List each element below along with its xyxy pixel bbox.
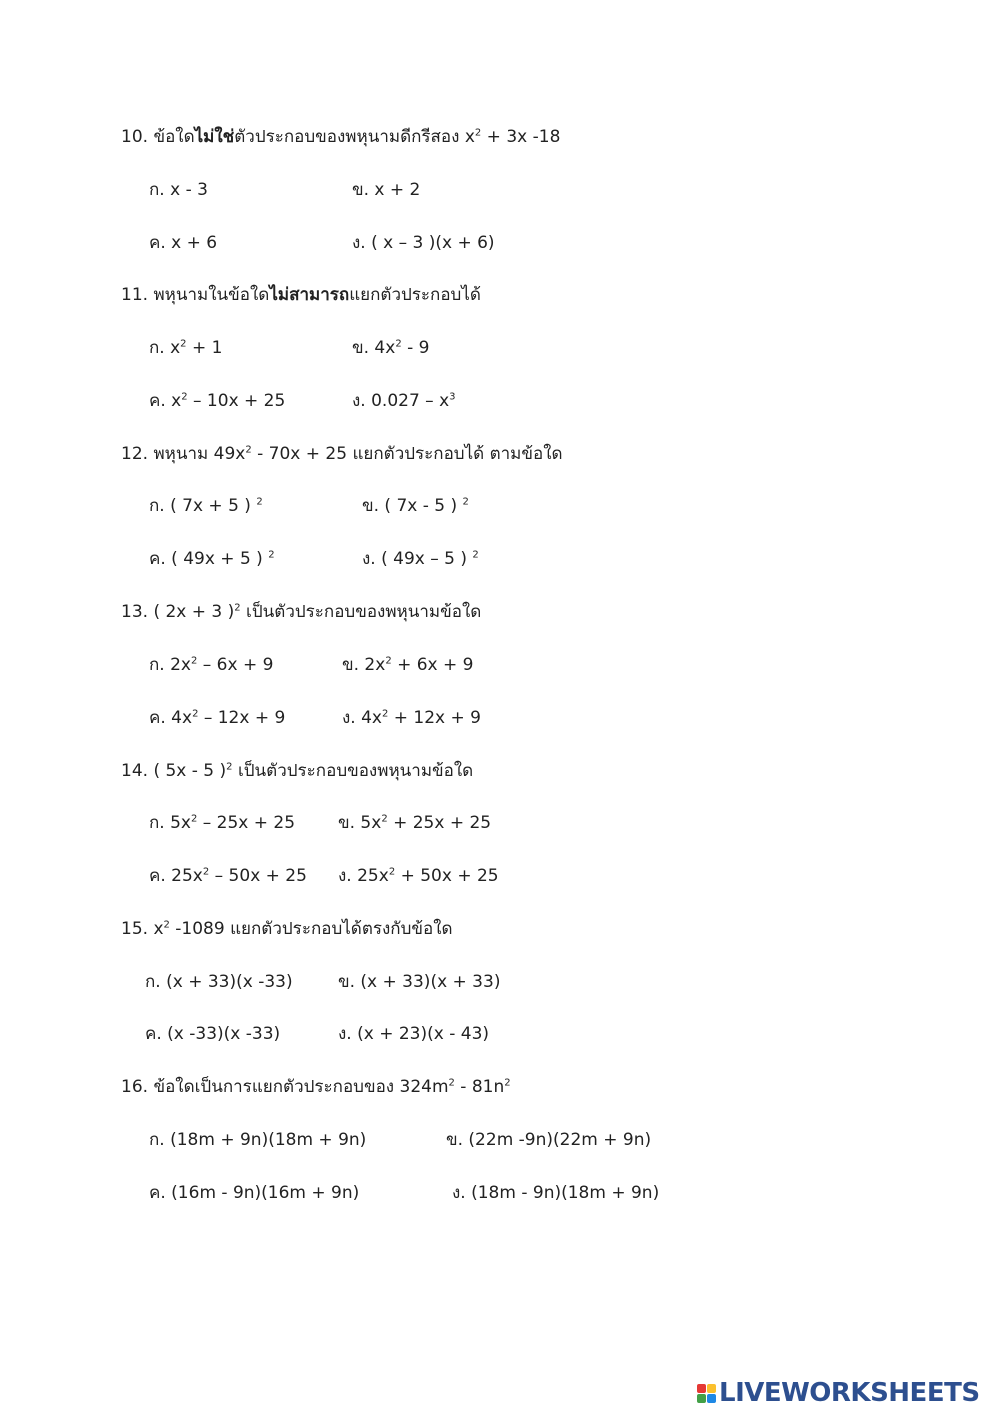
q16-option-a[interactable]: ก. (18m + 9n)(18m + 9n) — [149, 1130, 367, 1150]
q16-option-b[interactable]: ข. (22m -9n)(22m + 9n) — [446, 1130, 652, 1150]
q11-option-b[interactable]: ข. $4x^2 - 9$ — [352, 338, 430, 358]
logo-block-yellow — [707, 1384, 716, 1393]
q13-option-b[interactable]: ข. $2x^2 + 6x + 9$ — [342, 655, 474, 675]
q14-option-d[interactable]: ง. $25x^2 + 50x + 25$ — [338, 866, 499, 886]
logo-block-red — [697, 1384, 706, 1393]
q12-option-c[interactable]: ค. ( 49x + 5 ) $^2$ — [149, 549, 275, 569]
q13-option-d[interactable]: ง. $4x^2 + 12x + 9$ — [342, 708, 481, 728]
logo-block-green — [697, 1394, 706, 1403]
q13-option-a[interactable]: ก. $2x^2 - 6x + 9$ — [149, 655, 274, 675]
q15-option-b[interactable]: ข. (x + 33)(x + 33) — [338, 972, 501, 992]
question-10-stem: 10. ข้อใดไม่ใช่ตัวประกอบของพหุนามดีกรีสอง $x^2 + 3x$ -18 — [121, 127, 561, 147]
q10-option-d[interactable]: ง. ( x – 3 )(x + 6) — [352, 233, 495, 253]
q14-option-b[interactable]: ข. $5x^2 + 25x + 25$ — [338, 813, 492, 833]
logo-block-blue — [707, 1394, 716, 1403]
logo-blocks-icon — [697, 1384, 716, 1403]
q15-option-c[interactable]: ค. (x -33)(x -33) — [145, 1024, 281, 1044]
q10-option-a[interactable]: ก. x - 3 — [149, 180, 208, 200]
logo-text: LIVEWORKSHEETS — [719, 1378, 980, 1408]
q12-option-a[interactable]: ก. ( 7x + 5 ) $^2$ — [149, 496, 263, 516]
q15-option-d[interactable]: ง. (x + 23)(x - 43) — [338, 1024, 490, 1044]
liveworksheets-logo[interactable] — [697, 1378, 980, 1408]
q12-option-d[interactable]: ง. ( 49x – 5 ) $^2$ — [362, 549, 479, 569]
q12-option-b[interactable]: ข. ( 7x - 5 ) $^2$ — [362, 496, 469, 516]
question-16-stem: 16. ข้อใดเป็นการแยกตัวประกอบของ $324m^2 - 81n^2$ — [121, 1077, 511, 1097]
q11-option-a[interactable]: ก. $x^2 + 1$ — [149, 338, 223, 358]
q13-option-c[interactable]: ค. $4x^2 - 12x + 9$ — [149, 708, 286, 728]
question-15-stem: 15. $x^2$ -1089 แยกตัวประกอบได้ตรงกับข้อใด — [121, 919, 453, 939]
q10-option-b[interactable]: ข. x + 2 — [352, 180, 421, 200]
question-14-stem: 14. ( 5x - 5 )$^2$ เป็นตัวประกอบของพหุนามข้อใด — [121, 761, 474, 781]
question-11-stem: 11. พหุนามในข้อใดไม่สามารถแยกตัวประกอบได้ — [121, 285, 481, 305]
q11-option-c[interactable]: ค. $x^2 - 10x + 25$ — [149, 391, 286, 411]
question-13-stem: 13. ( 2x + 3 )$^2$ เป็นตัวประกอบของพหุนามข้อใด — [121, 602, 482, 622]
q14-option-c[interactable]: ค. $25x^2 - 50x + 25$ — [149, 866, 307, 886]
q15-option-a[interactable]: ก. (x + 33)(x -33) — [145, 972, 293, 992]
q14-option-a[interactable]: ก. $5x^2 - 25x + 25$ — [149, 813, 296, 833]
q16-option-d[interactable]: ง. (18m - 9n)(18m + 9n) — [452, 1183, 660, 1203]
q10-option-c[interactable]: ค. x + 6 — [149, 233, 218, 253]
q16-option-c[interactable]: ค. (16m - 9n)(16m + 9n) — [149, 1183, 360, 1203]
q11-option-d[interactable]: ง. $0.027 - x^3$ — [352, 391, 456, 411]
question-12-stem: 12. พหุนาม $49x^2 - 70x + 25$ แยกตัวประกอบได้ ตามข้อใด — [121, 444, 563, 464]
